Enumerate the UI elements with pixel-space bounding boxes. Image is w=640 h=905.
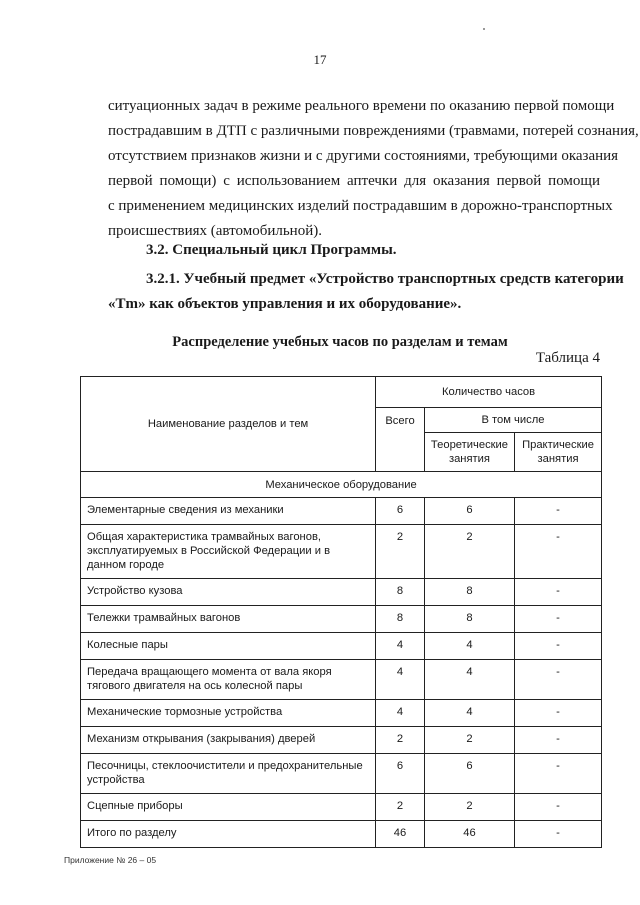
- section-heading: 3.2. Специальный цикл Программы.: [146, 242, 397, 258]
- table-row: [81, 525, 602, 579]
- table-row: [81, 700, 602, 727]
- row-total: 2: [376, 727, 425, 754]
- intro-line: отсутствием признаков жизни и с другими состояниями, требующими оказания: [108, 148, 619, 164]
- row-total: 4: [376, 660, 425, 700]
- table-row: [81, 727, 602, 754]
- table-row: [81, 579, 602, 606]
- intro-paragraph: [108, 94, 639, 244]
- row-practice: -: [515, 606, 602, 633]
- row-name: Передача вращающего момента от вала якоря тягового двигателя на ось колесной пары: [81, 660, 376, 700]
- row-theory: 4: [424, 633, 514, 660]
- intro-line: ситуационных задач в режиме реального времени по оказанию первой помощи: [108, 98, 615, 114]
- row-theory: 2: [424, 727, 514, 754]
- table-row: [81, 633, 602, 660]
- scan-speck: [483, 28, 485, 30]
- header-theory: Теоретические занятия: [424, 433, 514, 472]
- row-name: Элементарные сведения из механики: [81, 498, 376, 525]
- table-row: [81, 754, 602, 794]
- row-name: Итого по разделу: [81, 821, 376, 848]
- row-name: Тележки трамвайных вагонов: [81, 606, 376, 633]
- row-total: 4: [376, 700, 425, 727]
- header-name: Наименование разделов и тем: [81, 377, 376, 472]
- row-theory: 4: [424, 700, 514, 727]
- row-total: 4: [376, 633, 425, 660]
- section-title: Механическое оборудование: [81, 472, 602, 498]
- row-practice: -: [515, 579, 602, 606]
- table-row: [81, 660, 602, 700]
- row-theory: 2: [424, 525, 514, 579]
- table-title: Распределение учебных часов по разделам и темам: [172, 334, 508, 350]
- row-total: 2: [376, 525, 425, 579]
- row-theory: 4: [424, 660, 514, 700]
- table-body: [81, 498, 602, 848]
- intro-line: первой помощи) с использованием аптечки для оказания первой помощи: [108, 173, 600, 189]
- row-practice: -: [515, 525, 602, 579]
- row-name: Песочницы, стеклоочистители и предохранительные устройства: [81, 754, 376, 794]
- row-practice: -: [515, 754, 602, 794]
- row-theory: 2: [424, 794, 514, 821]
- row-theory: 6: [424, 498, 514, 525]
- row-practice: -: [515, 821, 602, 848]
- table-row: [81, 498, 602, 525]
- row-theory: 46: [424, 821, 514, 848]
- table-section-row: [81, 472, 602, 498]
- row-name: Устройство кузова: [81, 579, 376, 606]
- row-name: Механизм открывания (закрывания) дверей: [81, 727, 376, 754]
- row-total: 8: [376, 606, 425, 633]
- row-name: Общая характеристика трамвайных вагонов, эксплуатируемых в Российской Федерации и в данном городе: [81, 525, 376, 579]
- row-total: 6: [376, 498, 425, 525]
- row-total: 6: [376, 754, 425, 794]
- footer-note: Приложение № 26 – 05: [64, 855, 157, 865]
- row-practice: -: [515, 660, 602, 700]
- row-practice: -: [515, 498, 602, 525]
- row-total: 8: [376, 579, 425, 606]
- table-header-row: [81, 377, 602, 408]
- header-hours: Количество часов: [376, 377, 602, 408]
- intro-line: пострадавшим в ДТП с различными повреждениями (травмами, потерей сознания,: [108, 123, 639, 139]
- row-name: Колесные пары: [81, 633, 376, 660]
- table-row: [81, 821, 602, 848]
- row-total: 2: [376, 794, 425, 821]
- row-practice: -: [515, 727, 602, 754]
- page-number: 17: [313, 52, 327, 67]
- row-practice: -: [515, 794, 602, 821]
- table-row: [81, 794, 602, 821]
- row-name: Сцепные приборы: [81, 794, 376, 821]
- table-number: Таблица 4: [535, 350, 600, 366]
- row-theory: 6: [424, 754, 514, 794]
- subsection-heading: [108, 267, 624, 317]
- header-practice: Практические занятия: [515, 433, 602, 472]
- row-practice: -: [515, 633, 602, 660]
- subsection-line: 3.2.1. Учебный предмет «Устройство транспортных средств категории: [146, 271, 624, 287]
- subsection-line: «Tm» как объектов управления и их оборудование».: [108, 296, 462, 312]
- row-practice: -: [515, 700, 602, 727]
- row-total: 46: [376, 821, 425, 848]
- hours-table: [80, 376, 602, 848]
- row-theory: 8: [424, 579, 514, 606]
- row-name: Механические тормозные устройства: [81, 700, 376, 727]
- intro-line: с применением медицинских изделий пострадавшим в дорожно-транспортных: [108, 198, 613, 214]
- row-theory: 8: [424, 606, 514, 633]
- header-including: В том числе: [424, 408, 601, 433]
- header-total: Всего: [376, 408, 425, 472]
- table-row: [81, 606, 602, 633]
- intro-line: происшествиях (автомобильной).: [108, 223, 322, 239]
